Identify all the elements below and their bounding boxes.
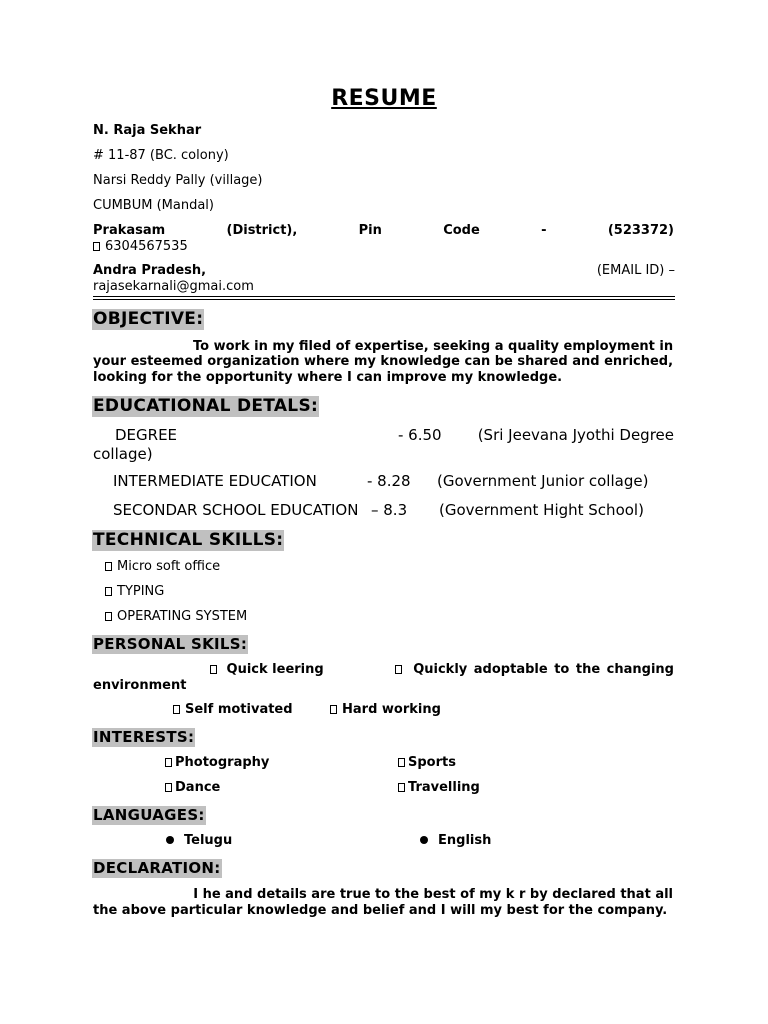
bullet-icon [105,587,112,596]
page-title: RESUME [331,86,437,111]
technical-item [105,584,164,599]
declaration-line-2: the above particular knowledge and belief and I will my best for the company. [93,903,668,918]
phone-icon [93,242,100,251]
address-line-1: # 11-87 (BC. colony) [93,148,229,163]
bullet-icon [395,665,402,674]
district-word-5: - [541,223,547,238]
bullet-dot-icon [420,836,428,844]
district-pin-line [93,223,674,238]
education-intermediate-name: INTERMEDIATE EDUCATION [113,472,317,490]
interest-item-label: Sports [408,755,456,770]
address-line-3: CUMBUM (Mandal) [93,198,214,213]
education-degree-institution: (Sri Jeevana Jyothi Degree [477,426,674,444]
interest-item-label: Dance [175,780,221,795]
technical-item-label: OPERATING SYSTEM [117,609,248,624]
bullet-icon [173,705,180,714]
objective-heading: OBJECTIVE: [93,309,204,329]
bullet-icon [210,665,217,674]
education-secondary-institution: (Government Hight School) [439,501,644,519]
declaration-heading: DECLARATION: [93,859,221,877]
technical-heading: TECHNICAL SKILLS: [93,530,284,550]
personal-item [395,662,674,677]
phone-number: 6304567535 [105,239,188,254]
language-item-label: Telugu [184,833,233,848]
interest-item-label: Travelling [408,780,480,795]
district-word-1: Prakasam [93,223,166,238]
personal-item-label: Self motivated [185,702,293,717]
education-secondary-name: SECONDAR SCHOOL EDUCATION [113,501,359,519]
interest-item [165,755,269,770]
bullet-icon [105,562,112,571]
email-address: rajasekarnali@gmai.com [93,279,254,294]
bullet-dot-icon [166,836,174,844]
personal-item-label: Quick leering [226,662,324,677]
interest-item [398,780,480,795]
declaration-line-1: I he and details are true to the best of my k r by declared that all [193,887,673,902]
email-label: (EMAIL ID) – [596,263,675,278]
objective-line-3: looking for the opportunity where I can improve my knowledge. [93,370,563,385]
interest-item [398,755,456,770]
bullet-icon [398,758,405,767]
interest-item-label: Photography [175,755,270,770]
language-item [420,833,491,848]
district-word-4: Code [443,223,480,238]
technical-item [105,609,247,624]
applicant-name: N. Raja Sekhar [93,123,202,138]
education-degree-institution-cont: collage) [93,445,153,463]
education-degree-score: - 6.50 [398,426,442,444]
education-secondary-score: – 8.3 [371,501,408,519]
personal-item-label: Quickly adoptable to the changing [413,662,674,677]
language-item-label: English [438,833,492,848]
divider-bottom [93,299,675,300]
personal-item [210,662,324,677]
interest-item [165,780,220,795]
bullet-icon [330,705,337,714]
bullet-icon [165,783,172,792]
personal-heading: PERSONAL SKILS: [93,635,248,653]
personal-item-label: Hard working [342,702,441,717]
district-word-2: (District), [226,223,298,238]
personal-item [330,702,441,717]
phone-line [93,239,188,254]
district-word-3: Pin [358,223,382,238]
objective-line-2: your esteemed organization where my knowledge can be shared and enriched, [93,354,674,369]
technical-item [105,559,220,574]
education-intermediate-score: - 8.28 [367,472,411,490]
languages-heading: LANGUAGES: [93,806,205,824]
technical-item-label: TYPING [117,584,165,599]
education-intermediate-institution: (Government Junior collage) [437,472,649,490]
language-item [166,833,232,848]
personal-item-cont: environment [93,678,187,693]
state: Andra Pradesh, [93,263,207,278]
personal-item [173,702,293,717]
bullet-icon [398,783,405,792]
district-word-6: (523372) [607,223,674,238]
bullet-icon [105,612,112,621]
education-heading: EDUCATIONAL DETALS: [93,396,319,416]
interests-heading: INTERESTS: [93,728,195,746]
divider-top [93,296,675,297]
objective-line-1: To work in my filed of expertise, seeking a quality employment in [193,339,674,354]
education-degree-name: DEGREE [115,426,178,444]
address-line-2: Narsi Reddy Pally (village) [93,173,263,188]
bullet-icon [165,758,172,767]
technical-item-label: Micro soft office [117,559,221,574]
